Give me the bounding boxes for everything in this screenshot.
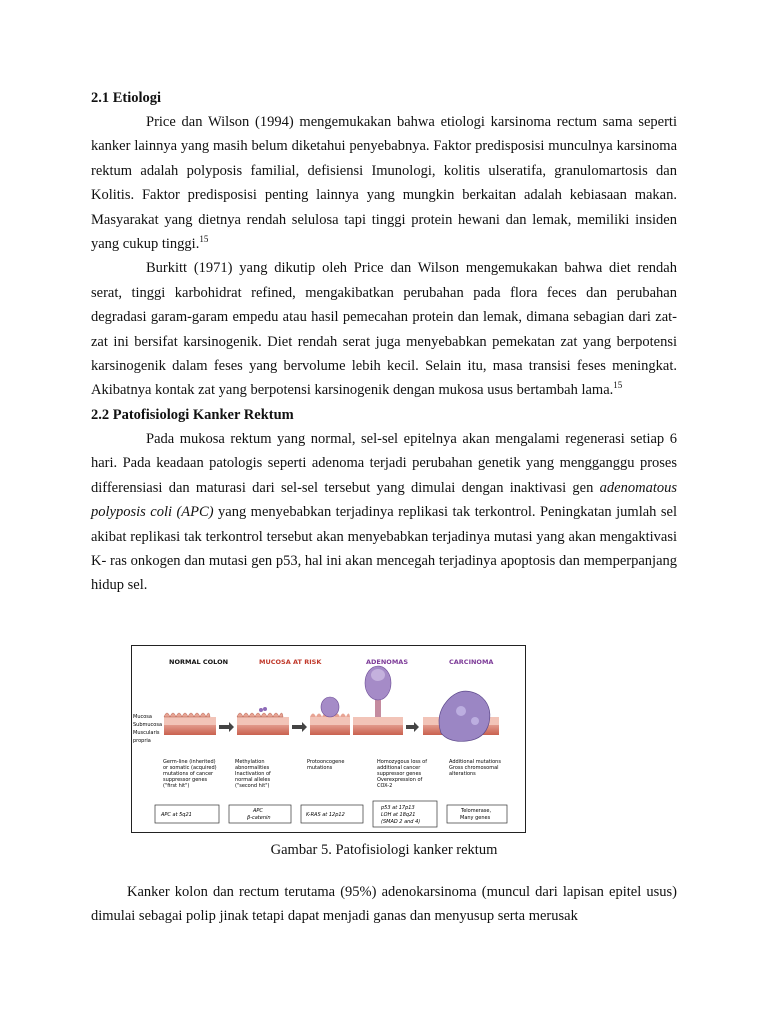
layer-label: Mucosa (133, 714, 152, 720)
paragraph-etiologi-2 (91, 256, 677, 402)
paragraph-text: yang menyebabkan terjadinya replikasi tak terkontrol. Peningkatan jumlah sel akibat replikasi tak terkontrol tersebut akan menyebabkan terjadinya mutasi yang akan mengaktivasi K- ras onkogen dan mutasi gen p53, hal ini akan mencegah terjadinya apoptosis dan memperpanjang hidup sel. (91, 504, 677, 594)
paragraph-etiologi-1 (91, 110, 677, 256)
svg-text:APC at 5q21: APC at 5q21 (161, 812, 192, 818)
tissue-normal (164, 713, 216, 735)
document-body-continued (91, 880, 677, 929)
svg-text:K-RAS at 12p12: K-RAS at 12p12 (306, 812, 345, 818)
stage-title: NORMAL COLON (169, 658, 229, 666)
figure-caption: Gambar 5. Patofisiologi kanker rektum (270, 842, 498, 858)
stage-description: Methylation abnormalities Inactivation of normal alleles ("second hit") (235, 759, 271, 789)
section-heading-patofisiologi: 2.2 Patofisiologi Kanker Rektum (91, 406, 294, 423)
stage-title: MUCOSA AT RISK (259, 658, 322, 666)
stage-description: Germ-line (inherited) or somatic (acquired) mutations of cancer suppressor genes ("first hit") (163, 759, 217, 789)
pathophysiology-figure (131, 645, 526, 833)
italic-term: adenomatous polyposis coli (APC) (91, 479, 677, 521)
stage-description: Homozygous loss of additional cancer suppressor genes Overexpression of COX-2 (377, 759, 427, 789)
document-body (91, 86, 677, 598)
paragraph-text: Pada mukosa rektum yang normal, sel-sel epitelnya akan mengalami regenerasi setiap 6 hari. Pada keadaan patologis seperti adenoma terjadi perubahan genetik yang mengganggu proses differensiasi dan maturasi dari sel-sel tersebut yang dimulai dengan inaktivasi gen (91, 430, 677, 496)
paragraph-text: Burkitt (1971) yang dikutip oleh Price dan Wilson mengemukakan bahwa diet rendah serat, tinggi karbohidrat refined, mengakibatkan perubahan pada flora feces dan perubahan degradasi garam-garam empedu atau hasil pemecahan protein dan lemak, dimana sebagian dari zat-zat ini bersifat karsinogenik. Diet rendah serat juga menyebabkan pemekatan zat yang berpotensi karsinogenik dalam feses yang bervolume lebih kecil. Selain itu, masa transisi feses meningkat. Akibatnya kontak zat yang berpotensi karsinogenik dengan mukosa usus bertambah lama. (91, 260, 677, 399)
stage-title: ADENOMAS (366, 658, 409, 666)
stage-title: CARCINOMA (449, 658, 494, 666)
svg-text:APC β-catenin: APC β-catenin (247, 808, 271, 821)
svg-text:p53 at 17p13 LOH at 18q2: p53 at 17p13 LOH at 18q21 (SMAD 2 and 4) (381, 805, 421, 825)
svg-text:Telomerase, Many genes: Telomerase, Many genes (460, 808, 492, 821)
stage-description: Additional mutations Gross chromosomal alterations (449, 759, 501, 777)
figure-svg (131, 645, 526, 833)
reference-number: 15 (199, 234, 209, 245)
layer-label: propria (133, 738, 151, 744)
section-heading-etiologi: 2.1 Etiologi (91, 90, 162, 106)
stage-description: Protooncogene mutations (307, 759, 345, 771)
paragraph-text: Price dan Wilson (1994) mengemukakan bahwa etiologi karsinoma rectum sama seperti kanker lainnya yang masih belum diketahui penyebabnya. Faktor predisposisi munculnya karsinoma rektum adalah polyposis familial, defisiensi Imunologi, kolitis ulseratifa, granulomartosis dan Kolitis. Faktor predisposisi penting lainnya yang mungkin berkaitan adalah kebiasaan makan. Masyarakat yang dietnya rendah selulosa tapi tinggi protein hewani dan lemak, memiliki insiden yang cukup tinggi. (91, 114, 677, 253)
layer-label: Muscularis (133, 730, 160, 736)
reference-number: 15 (613, 380, 623, 391)
layer-label: Submucosa (133, 722, 163, 728)
paragraph-patofisiologi (91, 427, 677, 598)
paragraph-kanker-kolon: Kanker kolon dan rectum terutama (95%) adenokarsinoma (muncul dari lapisan epitel usus) dimulai sebagai polip jinak tetapi dapat menjadi ganas dan menyusup serta merusak (91, 884, 677, 925)
